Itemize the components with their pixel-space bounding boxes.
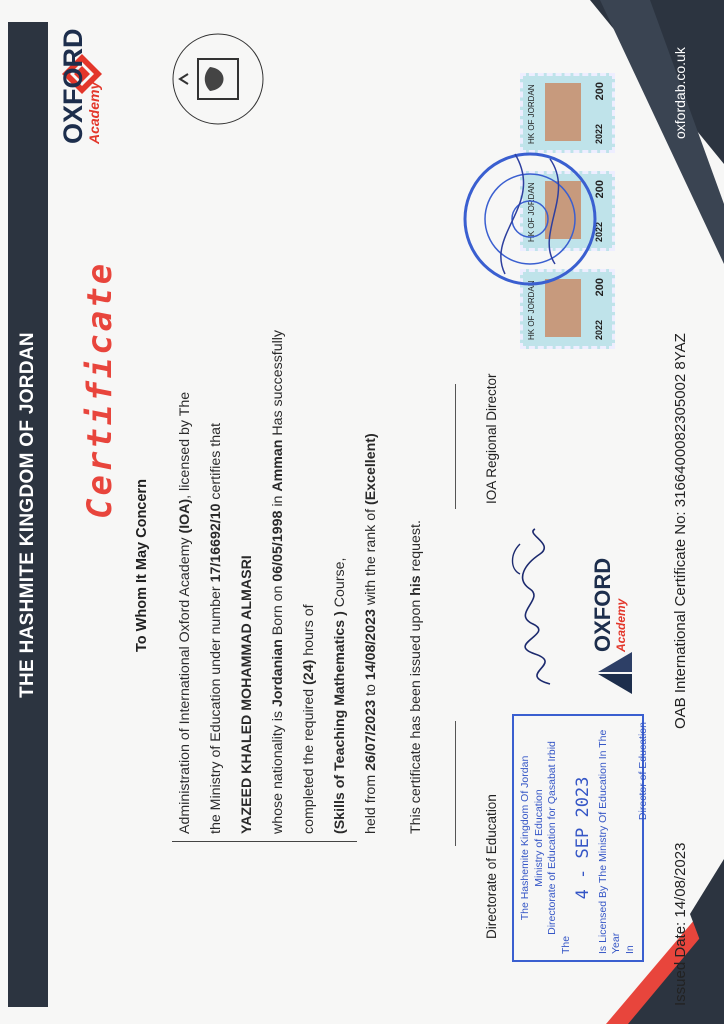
jordan-crest-icon [168, 29, 268, 129]
logo-small-word: OXFORD [590, 557, 615, 652]
text-line-2: the Ministry of Education under number 17/16692/10 certifies that [208, 423, 224, 834]
logo-large-word: OXFORD [58, 28, 88, 144]
text-line-5: completed the required (24) hours of [301, 604, 317, 834]
website: oxfordab.co.uk [672, 47, 688, 139]
oxford-logo-large [60, 28, 102, 144]
stamp-line-7: In [623, 945, 636, 954]
right-signature-line [455, 384, 456, 509]
revenue-stamp-2-year: 2022 [594, 221, 604, 242]
text-line-8: This certificate has been issued upon his request. [408, 520, 424, 834]
revenue-stamp-3-image [545, 83, 581, 141]
ministry-seal-icon [455, 144, 606, 297]
stamp-line-2: Ministry of Education [532, 789, 545, 887]
text-line-7: held from 26/07/2023 to 14/08/2023 with the rank of (Excellent) [363, 433, 379, 834]
revenue-stamp-2-label: HK OF JORDAN [527, 182, 536, 242]
recipient-name: YAZEED KHALED MOHAMMAD ALMASRI [239, 555, 255, 834]
issued-date: Issued Date: 14/08/2023 [672, 842, 689, 1006]
revenue-stamp-2-value: 200 [594, 180, 606, 199]
left-signature-line [455, 721, 456, 846]
certificate-text [170, 114, 432, 834]
left-rule [172, 841, 357, 842]
salutation: To Whom It May Concern [134, 479, 150, 652]
course-name: (Skills of Teaching Mathematics ) Course, [332, 557, 348, 834]
text-line-1: Administration of International Oxford Academy (IOA), licensed by The [177, 391, 193, 834]
revenue-stamp-1-label: HK OF JORDAN [527, 280, 536, 340]
oxford-logo-small [592, 558, 628, 652]
logo-large-sub: Academy [86, 81, 102, 144]
directorate-label: Directorate of Education [484, 794, 499, 939]
directorate-stamp [512, 714, 649, 962]
stamp-line-3: Directorate of Education for Qasabat Irbid [546, 741, 558, 935]
logo-small-sub: Academy [614, 598, 628, 652]
oxford-logo-small-icon [598, 652, 636, 694]
country-title: THE HASHMITE KINGDOM OF JORDAN [17, 332, 38, 698]
revenue-stamp-3-label: HK OF JORDAN [527, 84, 536, 144]
director-signature [505, 524, 575, 694]
revenue-stamp-3-year: 2022 [594, 123, 604, 144]
revenue-stamp-3 [520, 73, 615, 153]
certificate-number: OAB International Certificate No: 3166400082305002 8YAZ [672, 333, 689, 729]
regional-director-label: IOA Regional Director [484, 373, 499, 504]
stamp-line-4: The [559, 935, 572, 954]
revenue-stamp-1-year: 2022 [594, 319, 604, 340]
text-line-4: whose nationality is Jordanian Born on 06/05/1998 in Amman Has successfully [270, 329, 286, 834]
stamp-line-8: Director of Education [637, 722, 649, 821]
revenue-stamp-1-value: 200 [594, 278, 606, 297]
certificate-title: Certificate [80, 260, 120, 519]
stamp-line-6: Year [610, 932, 622, 954]
stamp-line-1: The Hashemite Kingdom Of Jordan [519, 755, 531, 921]
stamp-date: 4 - SEP 2023 [573, 776, 593, 900]
revenue-stamp-3-value: 200 [594, 82, 606, 101]
stamp-line-5: Is Licensed By The Ministry Of Education In The [596, 729, 609, 954]
